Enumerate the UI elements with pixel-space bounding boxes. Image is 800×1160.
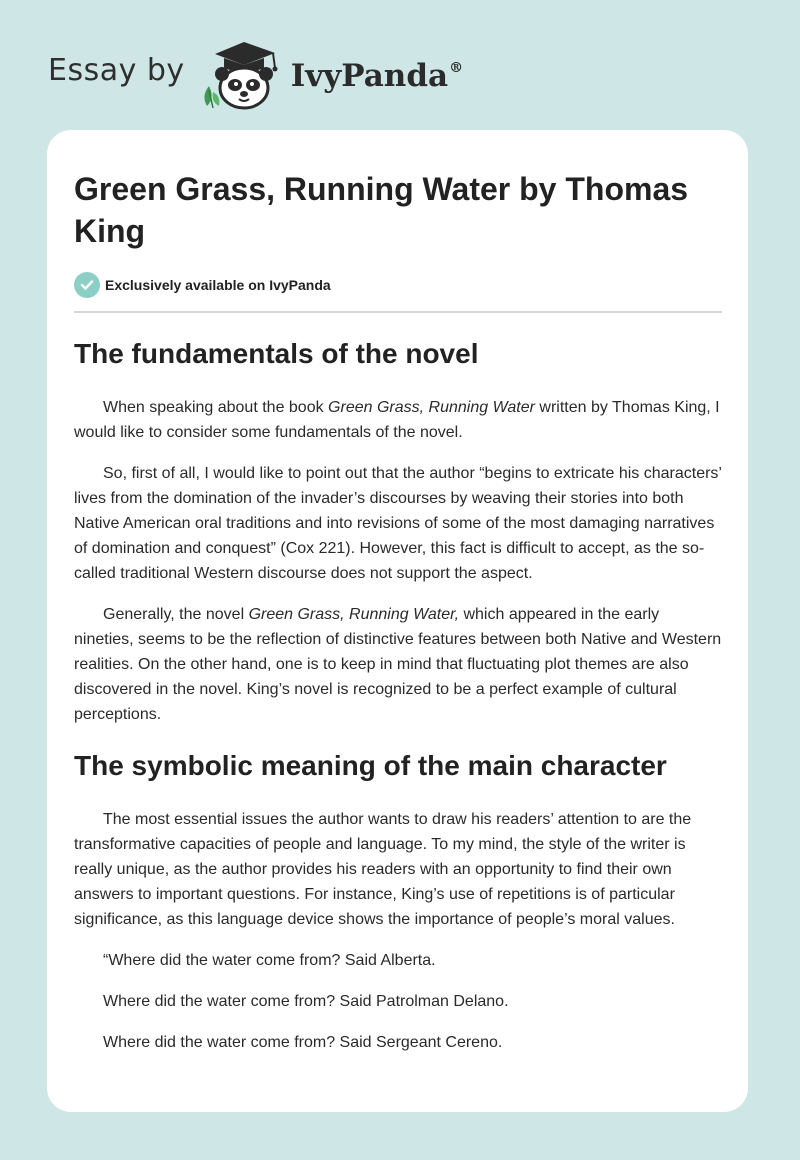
page-title: Green Grass, Running Water by Thomas King [74,171,689,249]
paragraph [74,395,722,445]
paragraph-text: written by Thomas King, I would like to consider some fundamentals of the novel. [74,399,720,441]
exclusive-label: Exclusively available on IvyPanda [105,277,331,293]
checkmark-icon [74,272,100,298]
paragraph: So, first of all, I would like to point out that the author “begins to extricate his characters’ lives from the domination of the invader’s discourses by weaving their stories into both Native American oral traditions and into revisions of some of the most damaging narratives of domination and conquest” (Cox 221). However, this fact is difficult to accept, as the so-called traditional Western discourse does not support the aspect. [74,465,722,582]
section-heading-fundamentals: The fundamentals of the novel [74,338,479,369]
site-header [0,0,800,130]
book-title-italic: Green Grass, Running Water, [248,606,460,623]
paragraph [74,602,722,727]
brand-name-text: IvyPanda [290,58,449,94]
brand-name [291,58,463,94]
brand-logo[interactable] [48,38,463,110]
panda-icon [199,38,289,110]
essay-by-label: Essay by [48,52,185,88]
paragraph-text: which appeared in the early nineties, seems to be the reflection of distinctive features between both Native and Western realities. On the other hand, one is to keep in mind that fluctuating plot themes are also discovered in the novel. King’s novel is recognized to be a perfect example of cultural perceptions. [74,606,722,723]
registered-mark: ® [449,60,464,76]
leaf-icon [204,86,219,108]
quote-line: Where did the water come from? Said Sergeant Cereno. [103,1034,503,1051]
book-title-italic: Green Grass, Running Water [328,399,535,416]
article-card [47,130,748,1112]
quote-line: “Where did the water come from? Said Alberta. [103,952,436,969]
paragraph-text: When speaking about the book [103,399,329,416]
section-heading-symbolic-meaning: The symbolic meaning of the main character [74,750,667,781]
paragraph: The most essential issues the author wants to draw his readers’ attention to are the transformative capacities of people and language. To my mind, the style of the writer is really unique, as the author provides his readers with an opportunity to find their own answers to important questions. For instance, King’s use of repetitions is of particular significance, as this language device shows the importance of people’s moral values. [74,811,692,928]
exclusive-badge [74,272,722,313]
paragraph-text: Generally, the novel [103,606,249,623]
quote-line: Where did the water come from? Said Patrolman Delano. [103,993,509,1010]
